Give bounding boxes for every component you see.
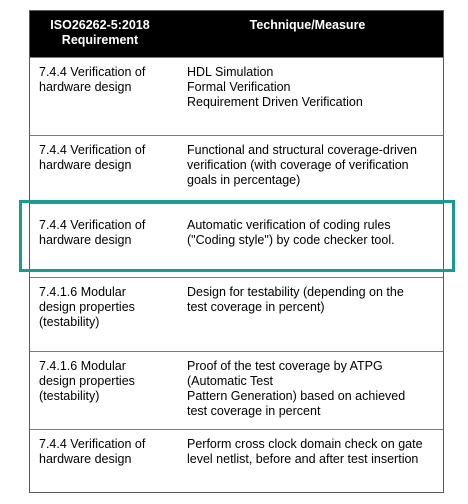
header-technique bbox=[170, 18, 445, 33]
technique-cell: Perform cross clock domain check on gate level netlist, before and after test insertion bbox=[187, 437, 423, 466]
table-header bbox=[30, 11, 443, 57]
requirement-cell: 7.4.4 Verification of hardware design bbox=[39, 65, 146, 94]
table-row bbox=[30, 277, 443, 351]
technique-cell: Design for testability (depending on the test coverage in percent) bbox=[187, 285, 404, 314]
requirement-cell: 7.4.1.6 Modular design properties (testability) bbox=[39, 285, 135, 329]
requirement-cell: 7.4.4 Verification of hardware design bbox=[39, 143, 146, 172]
header-requirement-label: ISO26262-5:2018 Requirement bbox=[50, 18, 150, 47]
header-requirement bbox=[30, 18, 170, 48]
technique-cell: Automatic verification of coding rules ("Coding style") by code checker tool. bbox=[187, 218, 395, 247]
header-technique-label: Technique/Measure bbox=[249, 18, 366, 32]
table-row bbox=[30, 351, 443, 429]
table-row bbox=[30, 429, 443, 494]
technique-cell: Functional and structural coverage-driven verification (with coverage of verification goals in percentage) bbox=[187, 143, 417, 187]
requirement-cell: 7.4.4 Verification of hardware design bbox=[39, 218, 146, 247]
technique-cell: Proof of the test coverage by ATPG (Automatic Test Pattern Generation) based on achieved test coverage in percent bbox=[187, 359, 406, 418]
table-row bbox=[30, 57, 443, 135]
technique-cell: HDL Simulation Formal Verification Requirement Driven Verification bbox=[187, 65, 363, 109]
requirement-cell: 7.4.4 Verification of hardware design bbox=[39, 437, 146, 466]
table-row bbox=[30, 203, 443, 287]
table-row bbox=[30, 135, 443, 203]
requirements-table bbox=[29, 10, 444, 493]
requirement-cell: 7.4.1.6 Modular design properties (testability) bbox=[39, 359, 135, 403]
